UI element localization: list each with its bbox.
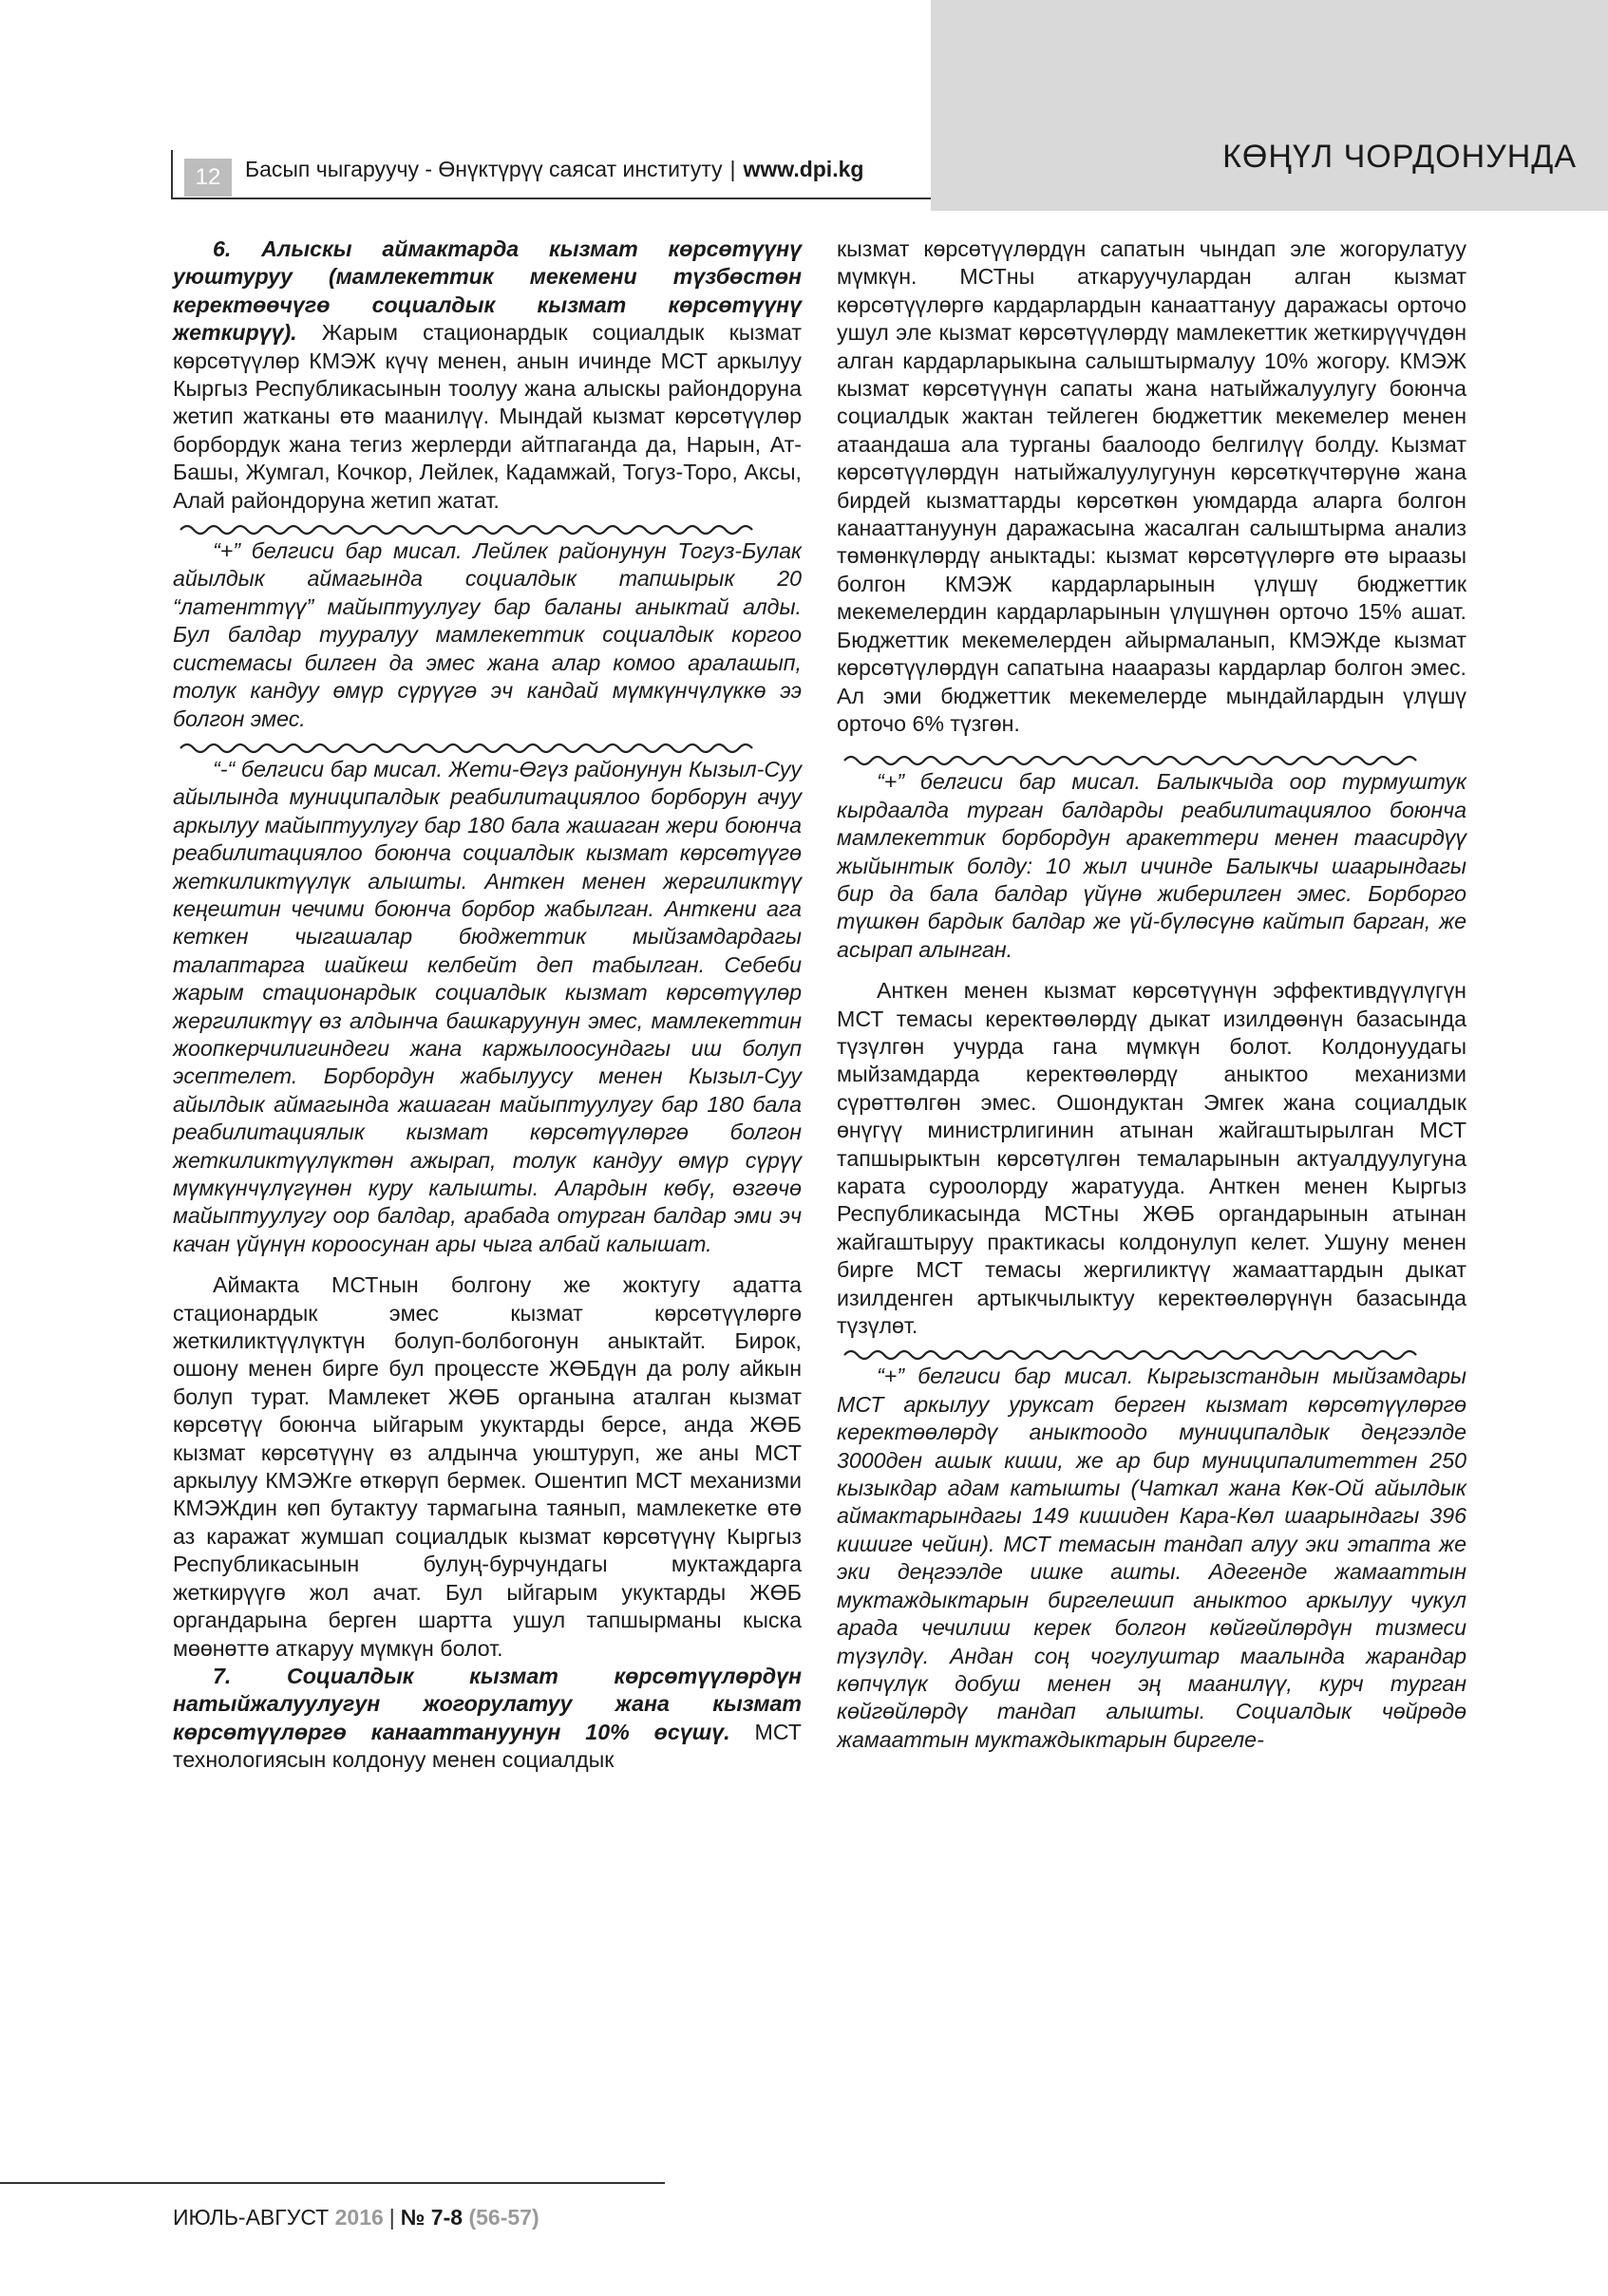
footer-separator: |: [388, 2205, 395, 2230]
example-positive-leilek: “+” белгиси бар мисал. Лейлек районунун Тогуз-Булак айылдык аймагында социалдык тапшырык 20 “латенттүү” майыптуулугу бар баланы аныктай алды. Бул балдар тууралуу мамлекеттик социалдык коргоо системасы билген да эмес жана алар комоо аралашып, толук кандуу өмүр сүрүүгө эч кандай мүмкүнчүлүккө ээ болгон эмес.: [173, 538, 802, 731]
item7-paragraph: [173, 1663, 802, 1775]
item6-number: 6.: [213, 236, 232, 261]
item7-body: МСТ технологиясын колдонуу менен социалдык: [173, 1719, 802, 1773]
example-positive-balykchy: “+” белгиси бар мисал. Балыкчыда оор турмуштук кырдаалда турган балдарды реабилитациялоо боюнча мамлекеттик борбордун аракеттери менен таасирдүү жыйынтык болду: 10 жыл ичинде Балыкчы шаарындагы бир да бала балдар үйүнө жиберилген эмес. Борборго түшкөн бардык балдар же үй-бүлөсүнө кайтып барган, же асырап алынган.: [837, 769, 1466, 962]
wave-divider: [837, 1346, 1466, 1363]
item6-heading: Алыскы аймактарда кызмат көрсөтүүнү уюштуруу (мамлекеттик мекемени түзбөстөн керектөөчүгө социалдык кызмат көрсөтүүнү жеткирүү).: [173, 236, 802, 346]
running-header: [245, 155, 863, 183]
item6-paragraph: [173, 235, 802, 515]
wave-divider: [173, 739, 802, 756]
footer-issue: № 7-8: [400, 2205, 463, 2230]
header-rule-vertical: [171, 150, 173, 199]
item6-body: Жарым стационардык социалдык кызмат көрсөтүүлөр КМЭЖ күчү менен, анын ичинде МСТ аркылуу Кыргыз Республикасынын тоолуу жана алыскы райондоруна жетип жатканы өтө маанилүү. Мындай кызмат көрсөтүүлөр борбордук жана тегиз жерлерди айтпаганда да, Нарын, Ат-Башы, Жумгал, Кочкор, Лейлек, Кадамжай, Тогуз-Торо, Аксы, Алай райондоруна жетип жатат.: [173, 320, 802, 513]
footer-year: 2016: [334, 2205, 384, 2230]
paragraph-effectiveness: Анткен менен кызмат көрсөтүүнүн эффективдүүлүгүн МСТ темасы керектөөлөрдү дыкат изилдөөнүн базасында түзүлгөн учурда гана мүмкүн болот. Колдонуудагы мыйзамдарда керектөөлөрдү аныктоо механизми сүрөттөлгөн эмес. Ошондуктан Эмгек жана социалдык өнүгүү министрлигинин атынан жайгаштырылган МСТ тапшырыктын көрсөтүлгөн темаларынын актуалдуулугуна карата суроолорду жаратууда. Анткен менен Кыргыз Республикасында МСТны ЖӨБ органдарынын атынан жайгаштыруу практикасы колдонулуп келет. Ушуну менен бирге МСТ темасы жергиликтүү жамааттардын дыкат изилденген артыкчылыктуу керектөөлөрүнүн базасында түзүлөт.: [837, 978, 1466, 1339]
section-title: КӨҢҮЛ ЧОРДОНУНДА: [1222, 139, 1577, 175]
footer-months: ИЮЛЬ-АВГУСТ: [173, 2205, 330, 2230]
publisher-text: Басып чыгаруучу - Өнүктүрүү саясат институту: [245, 157, 723, 181]
example-positive-kyrgyzstan-law: “+” белгиси бар мисал. Кыргызстандын мыйзамдары МСТ аркылуу уруксат берген кызмат көрсөтүүлөргө керектөөлөрдү аныктоодо муниципалдык деңгээлде 3000ден ашык киши, же ар бир муниципалитеттен 250 кызыкдар адам катышты (Чаткал жана Көк-Ой айылдык аймактарындагы 149 кишиден Кара-Көл шаарындагы 396 кишиге чейин). МСТ темасын тандап алуу эки этапта же эки деңгээлде ишке ашты. Адегенде жамааттын муктаждыктарын биргелешип аныктоо аркылуу чукул арада чечилиш керек болгон көйгөйлөрдүн тизмеси түзүлдү. Андан соң чогулуштар маалында жарандар көпчүлүк добуш менен эң маанилүү, курч турган көйгөйлөрдү тандап алышты. Социалдык чөйрөдө жамааттын муктаждыктарын биргеле-: [837, 1364, 1466, 1752]
item7-number: 7.: [213, 1663, 232, 1688]
footer-issue-total: (56-57): [468, 2205, 539, 2230]
footer: [173, 2205, 539, 2230]
footer-rule: [0, 2182, 665, 2184]
section-tab-background: [931, 0, 1608, 211]
page-number: 12: [184, 159, 232, 197]
wave-divider: [173, 520, 802, 537]
example-negative-jeti-oguz: “-“ белгиси бар мисал. Жети-Өгүз районунун Кызыл-Суу айылында муниципалдык реабилитациялоо борборун ачуу аркылуу майыптуулугу бар 180 бала жашаган жери боюнча реабилитациялоо боюнча социалдык кызмат көрсөтүүгө жеткиликтүүлүк алышты. Анткен менен жергиликтүү кеңештин чечими боюнча борбор жабылган. Анткени ага кеткен чыгашалар бюджеттик мыйзамдардагы талаптарга шайкеш келбейт деп табылган. Себеби жарым стационардык социалдык кызмат көрсөтүүлөр жергиликтүү өз алдынча башкаруунун эмес, мамлекеттин жоопкерчилигиндеги жана каржылоосундагы иш болуп эсептелет. Борбордун жабылуусу менен Кызыл-Суу айылдык аймагында жашаган майыптуулугу бар 180 бала реабилитациялык кызмат көрсөтүүлөргө болгон жеткиликтүүлүктөн ажырап, толук кандуу өмүр сүрүү мүмкүнчүлүгүнөн куру калышты. Алардын көбү, өзгөчө майыптуулугу оор балдар, арабада отурган балдар эми эч качан үйүнүн короосунан ары чыга албай калышат.: [173, 756, 802, 1256]
right-column: [837, 235, 1466, 1754]
wave-divider: [837, 751, 1466, 768]
paragraph-region: Аймакта МСТнын болгону же жоктугу адатта стационардык эмес кызмат көрсөтүүлөргө жеткиликтүүлүктүн болуп-болбогонун аныктайт. Бирок, ошону менен бирге бул процессте ЖӨБдүн да ролу айкын болуп турат. Мамлекет ЖӨБ органына аталган кызмат көрсөтүү боюнча ыйгарым укуктарды берсе, анда ЖӨБ кызмат көрсөтүүнү өз алдынча уюштуруп, же аны МСТ аркылуу КМЭЖге өткөрүп бермек. Ошентип МСТ механизми КМЭЖдин көп бутактуу тармагына таянып, мамлекетке өтө аз каражат жумшап социалдык кызмат көрсөтүүнү Кыргыз Республикасынын булуң-бурчундагы муктаждарга жеткирүүгө жол ачат. Бул ыйгарым укуктарды ЖӨБ органдарына берген шартта ушул тапшырманы кыска мөөнөттө аткаруу мүмкүн болот.: [173, 1272, 802, 1661]
item7-heading: Социалдык кызмат көрсөтүүлөрдүн натыйжалуулугун жогорулатуу жана кызмат көрсөтүүлөргө канааттануунун 10% өсүшү.: [173, 1663, 802, 1744]
header-rule-horizontal: [171, 198, 931, 199]
website-link[interactable]: www.dpi.kg: [743, 157, 864, 181]
left-column: [173, 235, 802, 1775]
header-separator: |: [729, 157, 736, 181]
paragraph-quality: кызмат көрсөтүүлөрдүн сапатын чындап эле жогорулатуу мүмкүн. МСТны аткаруучулардан алган кызмат көрсөтүүлөргө кардарлардын канааттануу даражасы орточо ушул эле кызмат көрсөтүүлөрдү мамлекеттик жеткирүүчүдөн алган кардарларыкына салыштырмалуу 10% жогору. КМЭЖ кызмат көрсөтүүнүн сапаты жана натыйжалуулугу боюнча социалдык жактан тейлеген бюджеттик мекемелер менен атаандаша ала турганы баалоодо белгилүү болду. Кызмат көрсөтүүлөрдүн натыйжалуулугунун көрсөткүчтөрүнө жана бирдей кызматтарды көрсөткөн уюмдарда аларга болгон канааттануунун даражасына жасалган салыштырма анализ төмөнкүлөрдү аныктады: кызмат көрсөтүүлөргө өтө ыраазы болгон КМЭЖ кардарларынын үлүшү бюджеттик мекемелердин кардарларынын үлүшүнөн орточо 15% ашат. Бюджеттик мекемелерден айырмаланып, КМЭЖде кызмат көрсөтүүлөрдүн сапатына наааразы кардарлар болгон эмес. Ал эми бюджеттик мекемелерде мындайлардын үлүшү орточо 6% түзгөн.: [837, 236, 1466, 736]
